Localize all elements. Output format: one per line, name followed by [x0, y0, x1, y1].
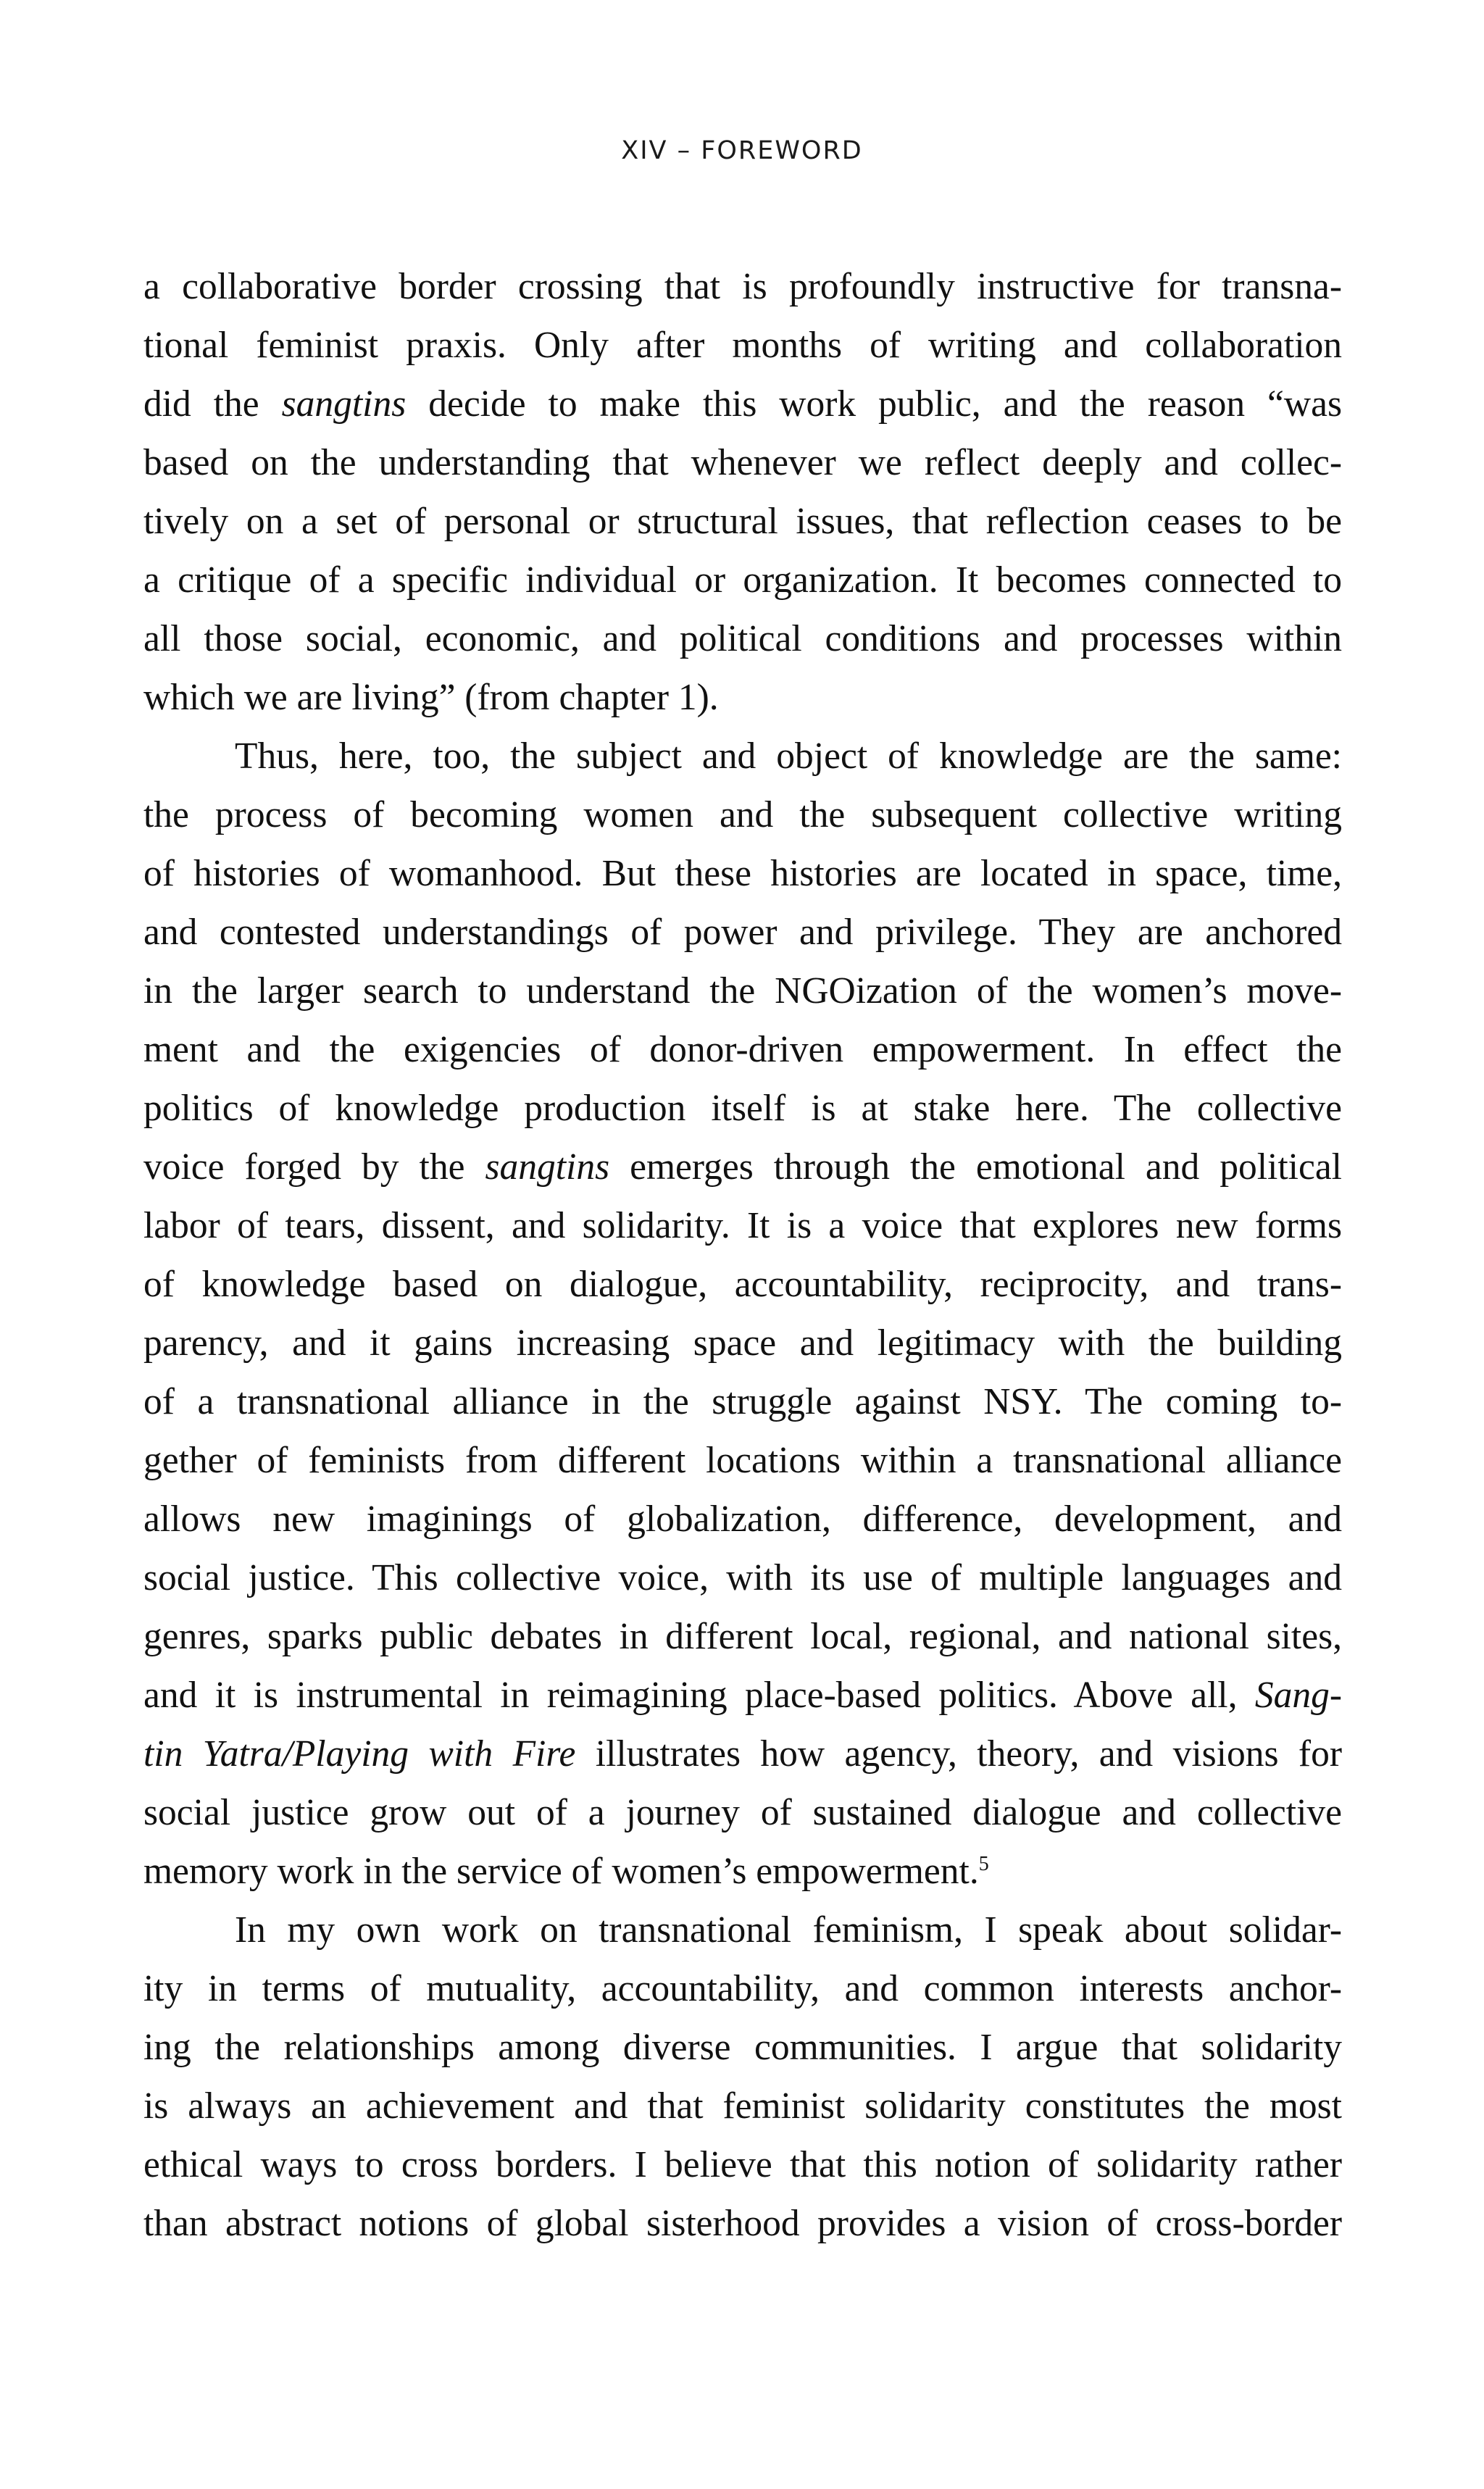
- text-run: memory work in the service of women’s empowerment.: [143, 1851, 979, 1892]
- text-line: social justice grow out of a journey of sustained dialogue and collective: [143, 1792, 1342, 1833]
- text-line: Thus, here, too, the subject and object of knowledge are the same:: [235, 735, 1342, 777]
- text-line: which we are living” (from chapter 1).: [143, 677, 719, 718]
- running-head: XIV – FOREWORD: [621, 136, 863, 165]
- text-line: labor of tears, dissent, and solidarity. It is a voice that explores new forms: [143, 1205, 1342, 1246]
- text-run: voice forged by the: [143, 1146, 485, 1188]
- italic-term: sangtins: [485, 1146, 610, 1188]
- body-text: [143, 257, 1342, 2253]
- text-line: [143, 1842, 1342, 1901]
- text-line: a collaborative border crossing that is profoundly instructive for transna-: [143, 266, 1342, 307]
- text-line: [143, 1138, 1342, 1196]
- text-line: tional feminist praxis. Only after months of writing and collaboration: [143, 325, 1342, 366]
- text-line: of knowledge based on dialogue, accountability, reciprocity, and trans-: [143, 1264, 1342, 1305]
- text-line: social justice. This collective voice, with its use of multiple languages and: [143, 1557, 1342, 1598]
- text-line: tively on a set of personal or structural issues, that reflection ceases to be: [143, 501, 1342, 542]
- text-line: than abstract notions of global sisterhood provides a vision of cross-border: [143, 2203, 1342, 2244]
- text-line: in the larger search to understand the NGOization of the women’s move-: [143, 970, 1342, 1012]
- text-run: and it is instrumental in reimagining place-based politics. Above all,: [143, 1675, 1255, 1716]
- text-line: and contested understandings of power and privilege. They are anchored: [143, 912, 1342, 953]
- text-line: politics of knowledge production itself is at stake here. The collective: [143, 1088, 1342, 1129]
- paragraph-3: [143, 1901, 1342, 2253]
- text-run: emerges through the emotional and political: [609, 1146, 1342, 1188]
- text-line: [143, 1725, 1342, 1783]
- paragraph-1: [143, 257, 1342, 727]
- text-run: illustrates how agency, theory, and visions for: [575, 1733, 1342, 1775]
- text-line: of histories of womanhood. But these histories are located in space, time,: [143, 853, 1342, 894]
- italic-title: Sang-: [1254, 1675, 1342, 1716]
- text-line: allows new imaginings of globalization, difference, development, and: [143, 1498, 1342, 1540]
- text-line: [143, 1666, 1342, 1725]
- text-line: the process of becoming women and the subsequent collective writing: [143, 794, 1342, 835]
- text-line: ity in terms of mutuality, accountability, and common interests anchor-: [143, 1968, 1342, 2009]
- paragraph-2: [143, 727, 1342, 1901]
- text-line: of a transnational alliance in the struggle against NSY. The coming to-: [143, 1381, 1342, 1422]
- text-line: [143, 375, 1342, 433]
- italic-term: sangtins: [281, 383, 407, 425]
- text-line: all those social, economic, and political conditions and processes within: [143, 618, 1342, 659]
- text-line: based on the understanding that whenever we reflect deeply and collec-: [143, 442, 1342, 483]
- text-line: gether of feminists from different locations within a transnational alliance: [143, 1440, 1342, 1481]
- text-line: parency, and it gains increasing space and legitimacy with the building: [143, 1322, 1342, 1364]
- text-line: ethical ways to cross borders. I believe that this notion of solidarity rather: [143, 2144, 1342, 2185]
- text-run: decide to make this work public, and the reason “was: [406, 383, 1342, 425]
- text-line: is always an achievement and that feminist solidarity constitutes the most: [143, 2085, 1342, 2127]
- text-line: genres, sparks public debates in different local, regional, and national sites,: [143, 1616, 1342, 1657]
- text-line: In my own work on transnational feminism, I speak about solidar-: [235, 1909, 1342, 1951]
- text-line: a critique of a specific individual or organization. It becomes connected to: [143, 559, 1342, 601]
- text-run: did the: [143, 383, 282, 425]
- text-line: ing the relationships among diverse communities. I argue that solidarity: [143, 2027, 1342, 2068]
- text-line: ment and the exigencies of donor-driven empowerment. In effect the: [143, 1029, 1342, 1070]
- italic-title: tin Yatra/Playing with Fire: [143, 1733, 576, 1775]
- footnote-ref[interactable]: 5: [978, 1852, 989, 1875]
